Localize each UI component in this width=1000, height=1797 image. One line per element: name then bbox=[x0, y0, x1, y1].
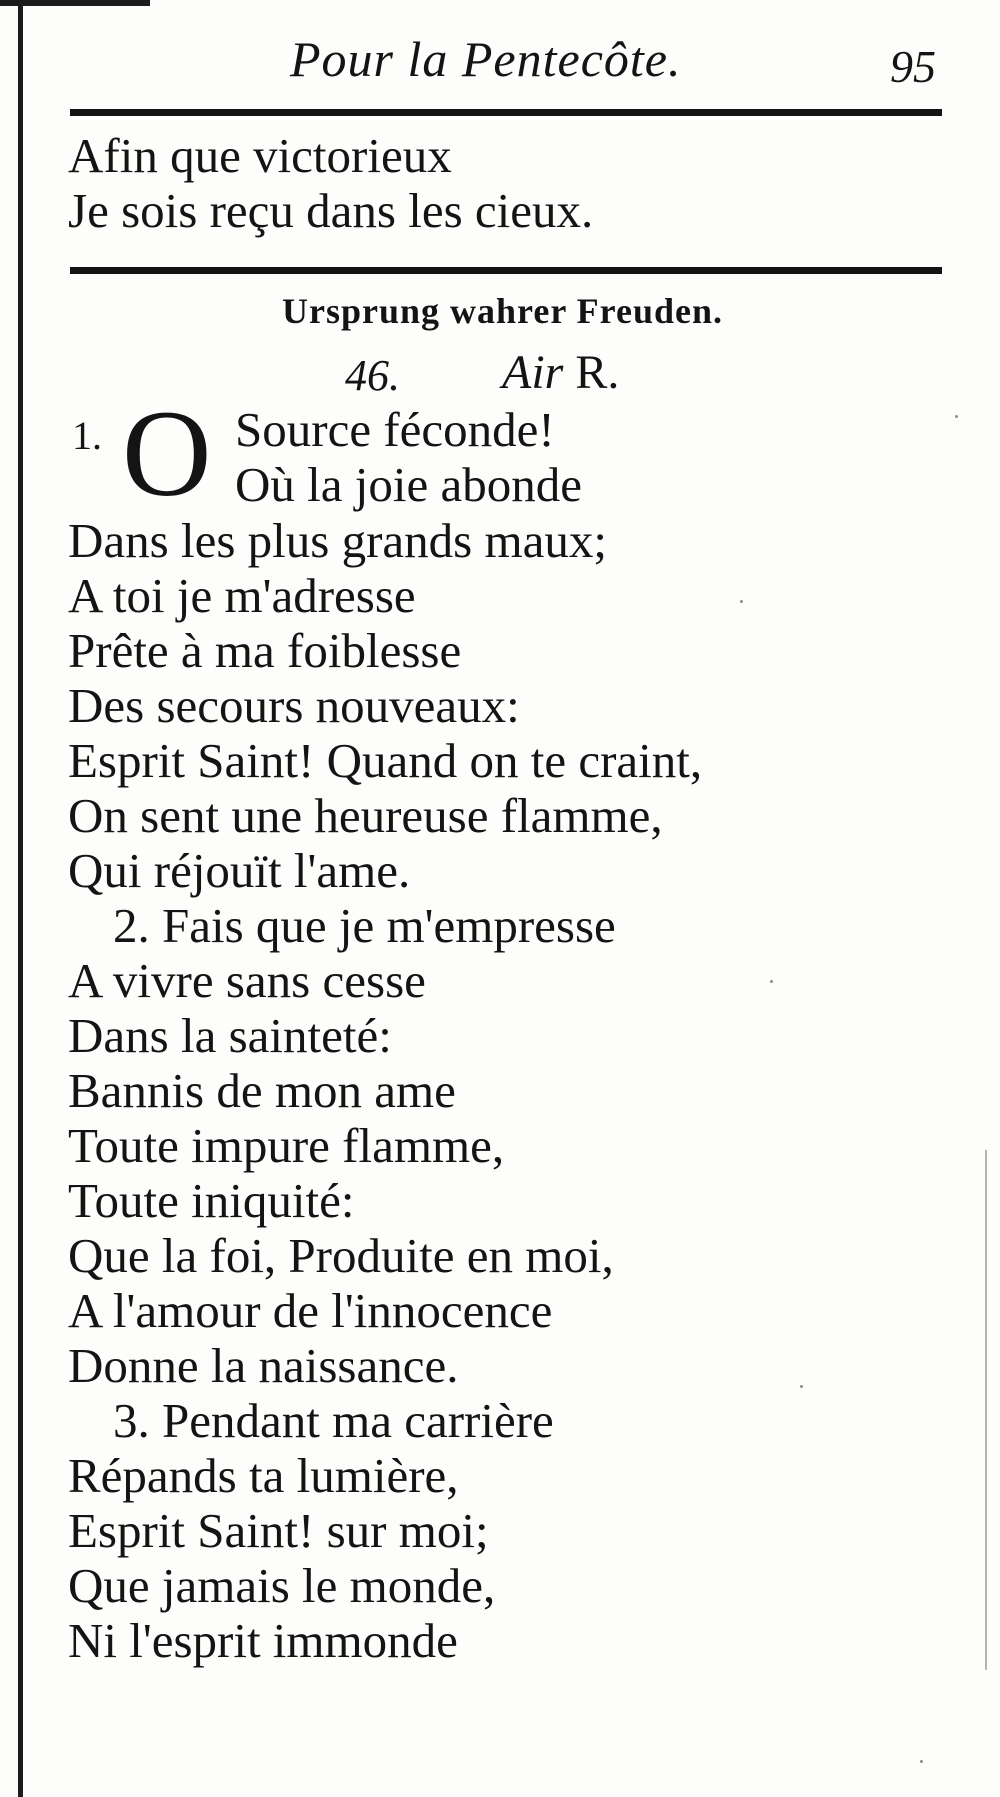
header-rule bbox=[70, 109, 942, 116]
air-letter: R. bbox=[575, 346, 620, 399]
verse-line: Ni l'esprit immonde bbox=[68, 1613, 458, 1668]
verse-line: Source féconde! bbox=[235, 402, 555, 457]
stanza-start-line: 2. Fais que je m'empresse bbox=[113, 898, 616, 953]
verse-line: Dans la sainteté: bbox=[68, 1008, 392, 1063]
previous-stanza bbox=[68, 128, 593, 238]
hymn-air bbox=[502, 345, 619, 400]
hymn-verse bbox=[68, 513, 702, 1668]
verse-line: Bannis de mon ame bbox=[68, 1063, 456, 1118]
paper-speck bbox=[920, 1760, 923, 1763]
verse-line: Qui réjouït l'ame. bbox=[68, 843, 411, 898]
page-corner-mark bbox=[0, 0, 150, 6]
verse-line: Esprit Saint! Quand on te craint, bbox=[68, 733, 703, 788]
verse-line: A toi je m'adresse bbox=[68, 568, 416, 623]
drop-cap-lines bbox=[235, 402, 582, 512]
verse-line: Que jamais le monde, bbox=[68, 1558, 496, 1613]
verse-line: Des secours nouveaux: bbox=[68, 678, 520, 733]
verse-line: Donne la naissance. bbox=[68, 1338, 459, 1393]
air-label: Air bbox=[502, 346, 564, 399]
page-number: 95 bbox=[890, 41, 936, 92]
verse-line: Répands ta lumière, bbox=[68, 1448, 459, 1503]
hymn-number: 46. bbox=[345, 351, 400, 400]
paper-speck bbox=[740, 600, 743, 603]
verse-line: Afin que victorieux bbox=[68, 128, 452, 183]
page-border bbox=[18, 0, 23, 1797]
paper-speck bbox=[770, 980, 773, 983]
verse-line: Dans les plus grands maux; bbox=[68, 513, 607, 568]
stanza-number: 1. bbox=[72, 413, 102, 458]
verse-line: A vivre sans cesse bbox=[68, 953, 426, 1008]
paper-speck bbox=[955, 415, 958, 418]
stanza-start-line: 3. Pendant ma carrière bbox=[113, 1393, 554, 1448]
section-rule bbox=[70, 267, 942, 274]
verse-line: On sent une heureuse flamme, bbox=[68, 788, 663, 843]
verse-line: Où la joie abonde bbox=[235, 457, 582, 512]
drop-cap: O bbox=[122, 385, 212, 522]
verse-line: Prête à ma foiblesse bbox=[68, 623, 462, 678]
paper-speck bbox=[800, 1385, 803, 1388]
verse-line: Toute iniquité: bbox=[68, 1173, 355, 1228]
verse-line: A l'amour de l'innocence bbox=[68, 1283, 553, 1338]
running-head: Pour la Pentecôte. bbox=[290, 31, 682, 87]
verse-line: Que la foi, Produite en moi, bbox=[68, 1228, 614, 1283]
verse-line: Esprit Saint! sur moi; bbox=[68, 1503, 489, 1558]
verse-line: Toute impure flamme, bbox=[68, 1118, 505, 1173]
hymn-german-heading: Ursprung wahrer Freuden. bbox=[282, 291, 724, 331]
verse-line: Je sois reçu dans les cieux. bbox=[68, 183, 594, 238]
page-edge-shadow bbox=[985, 1150, 987, 1670]
